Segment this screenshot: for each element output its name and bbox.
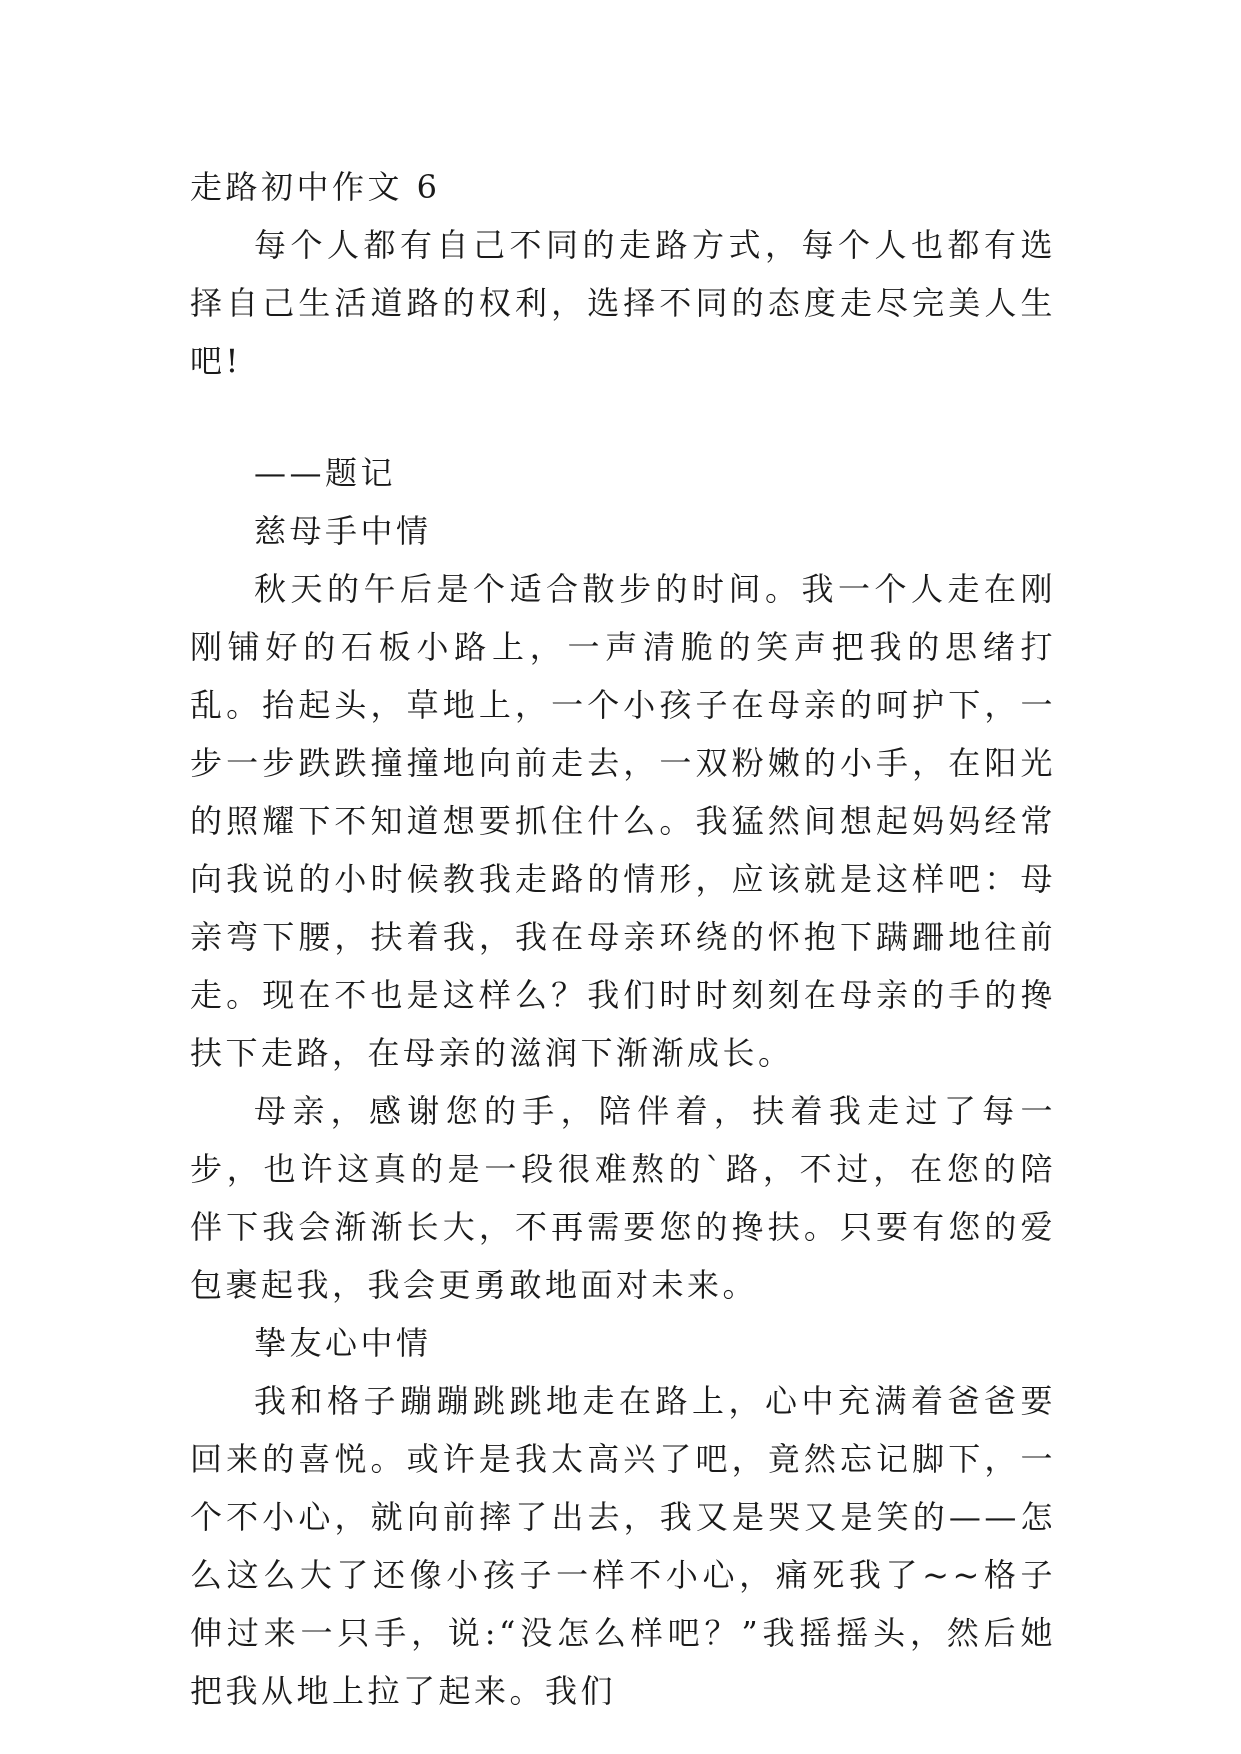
body-paragraph-1: 秋天的午后是个适合散步的时间。我一个人走在刚刚铺好的石板小路上，一声清脆的笑声把我的思绪打乱。抬起头，草地上，一个小孩子在母亲的呵护下，一步一步跌跌撞撞地向前走去，一双粉嫩的小手，在阳光的照耀下不知道想要抓住什么。我猛然间想起妈妈经常向我说的小时候教我走路的情形，应该就是这样吧：母亲弯下腰，扶着我，我在母亲环绕的怀抱下蹒跚地往前走。现在不也是这样么？我们时时刻刻在母亲的手的搀扶下走路，在母亲的滋润下渐渐成长。 xyxy=(190,570,1056,1072)
document-body xyxy=(190,158,1056,1720)
section-heading-mother: 慈母手中情 xyxy=(254,512,432,550)
document-title: 走路初中作文 6 xyxy=(190,168,441,206)
body-paragraph-3: 我和格子蹦蹦跳跳地走在路上，心中充满着爸爸要回来的喜悦。或许是我太高兴了吧，竟然忘记脚下，一个不小心，就向前摔了出去，我又是哭又是笑的——怎么这么大了还像小孩子一样不小心，痛死我了~~格子伸过来一只手，说:“没怎么样吧？”我摇摇头，然后她把我从地上拉了起来。我们 xyxy=(190,1382,1056,1710)
intro-paragraph: 每个人都有自己不同的走路方式，每个人也都有选择自己生活道路的权利，选择不同的态度走尽完美人生吧! xyxy=(190,226,1056,380)
section-heading-friend: 挚友心中情 xyxy=(254,1324,432,1362)
epigraph-label: ——题记 xyxy=(254,454,397,492)
body-paragraph-2: 母亲，感谢您的手，陪伴着，扶着我走过了每一步，也许这真的是一段很难熬的`路，不过，在您的陪伴下我会渐渐长大，不再需要您的搀扶。只要有您的爱包裹起我，我会更勇敢地面对未来。 xyxy=(190,1092,1056,1304)
